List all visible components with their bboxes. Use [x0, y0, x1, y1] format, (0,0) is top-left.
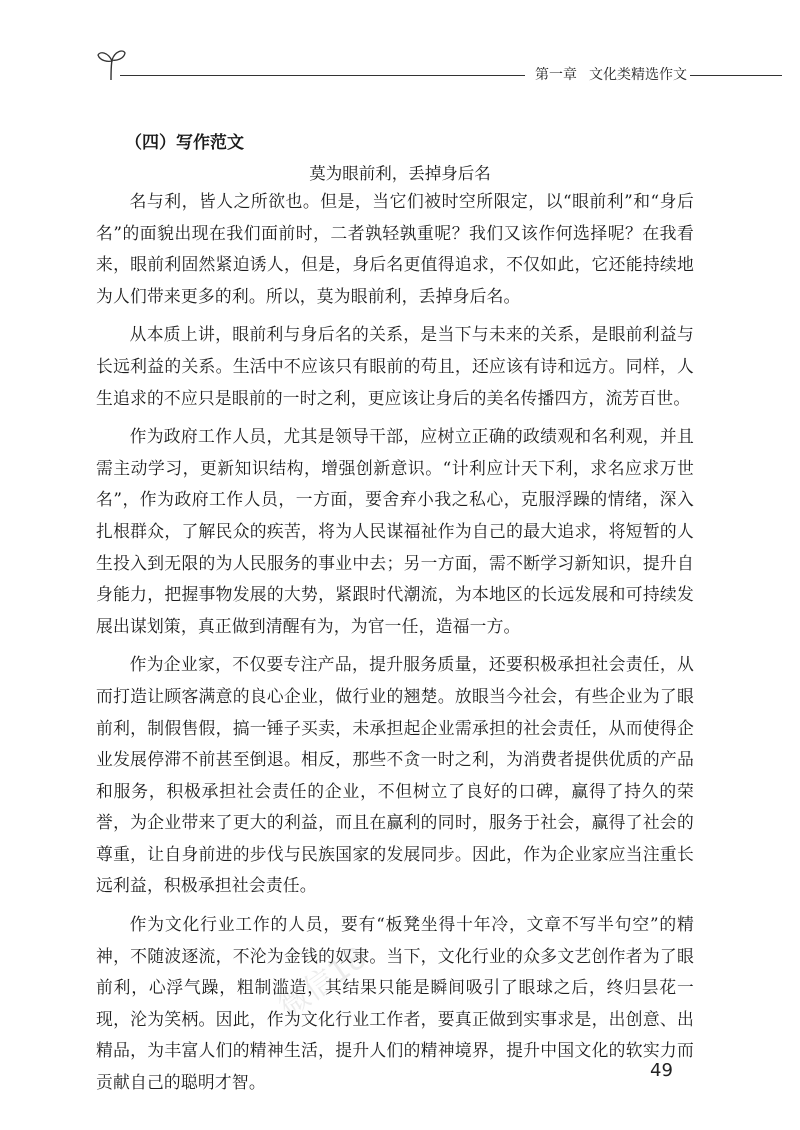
header-rule-right — [690, 75, 782, 76]
page-number: 49 — [650, 1060, 673, 1081]
paragraph: 名与利，皆人之所欲也。但是，当它们被时空所限定，以“眼前利”和“身后名”的面貌出现在我们面前时，二者孰轻孰重呢？我们又该作何选择呢？在我看来，眼前利固然紧迫诱人，但是，身后名更值得追求，不仅如此，它还能持续地为人们带来更多的利。所以，莫为眼前利，丢掉身后名。 — [96, 191, 694, 306]
paragraph: 作为文化行业工作的人员，要有“板凳坐得十年冷，文章不写半句空”的精神，不随波逐流，不沦为金钱的奴隶。当下，文化行业的众多文艺创作者为了眼前利，心浮气躁，粗制滥造，其结果只能是瞬间吸引了眼球之后，终归昙花一现，沦为笑柄。因此，作为文化行业工作者，要真正做到实事求是，出创意、出精品，为丰富人们的精神生活，提升人们的精神境界，提升中国文化的软实力而贡献自己的聪明才智。 — [96, 914, 694, 1093]
chapter-label — [535, 64, 687, 84]
paragraph: 作为企业家，不仅要专注产品，提升服务质量，还要积极承担社会责任，从而打造让顾客满意的良心企业，做行业的翘楚。放眼当今社会，有些企业为了眼前利，制假售假，搞一锤子买卖，未承担起企业需承担的社会责任，从而使得企业发展停滞不前甚至倒退。相反，那些不贪一时之利，为消费者提供优质的产品和服务，积极承担社会责任的企业，不但树立了良好的口碑，赢得了持久的荣誉，为企业带来了更大的利益，而且在赢利的同时，服务于社会，赢得了社会的尊重，让自身前进的步伐与民族国家的发展同步。因此，作为企业家应当注重长远利益，积极承担社会责任。 — [96, 654, 694, 896]
header-rule-left — [120, 75, 525, 76]
section-heading: （四）写作范文 — [125, 133, 244, 153]
essay-body — [96, 186, 694, 1106]
essay-title: 莫为眼前利，丢掉身后名 — [309, 164, 491, 183]
paragraph: 作为政府工作人员，尤其是领导干部，应树立正确的政绩观和名利观，并且需主动学习，更新知识结构，增强创新意识。“计利应计天下利，求名应求万世名”，作为政府工作人员，一方面，要舍弃小我之私心，克服浮躁的情绪，深入扎根群众，了解民众的疾苦，将为人民谋福祉作为自己的最大追求，将短暂的人生投入到无限的为人民服务的事业中去；另一方面，需不断学习新知识，提升自身能力，把握事物发展的大势，紧跟时代潮流，为本地区的长远发展和可持续发展出谋划策，真正做到清醒有为，为官一任，造福一方。 — [96, 426, 694, 636]
sprout-leaf-icon — [96, 46, 126, 82]
chapter-number: 第一章 — [535, 67, 577, 83]
paragraph: 从本质上讲，眼前利与身后名的关系，是当下与未来的关系，是眼前利益与长远利益的关系。生活中不应该只有眼前的苟且，还应该有诗和远方。同样，人生追求的不应只是眼前的一时之利，更应该让身后的美名传播四方，流芳百世。 — [96, 324, 694, 408]
watermark: 微信18 — [272, 940, 374, 1026]
chapter-title: 文化类精选作文 — [589, 67, 687, 83]
page-header — [0, 0, 800, 100]
